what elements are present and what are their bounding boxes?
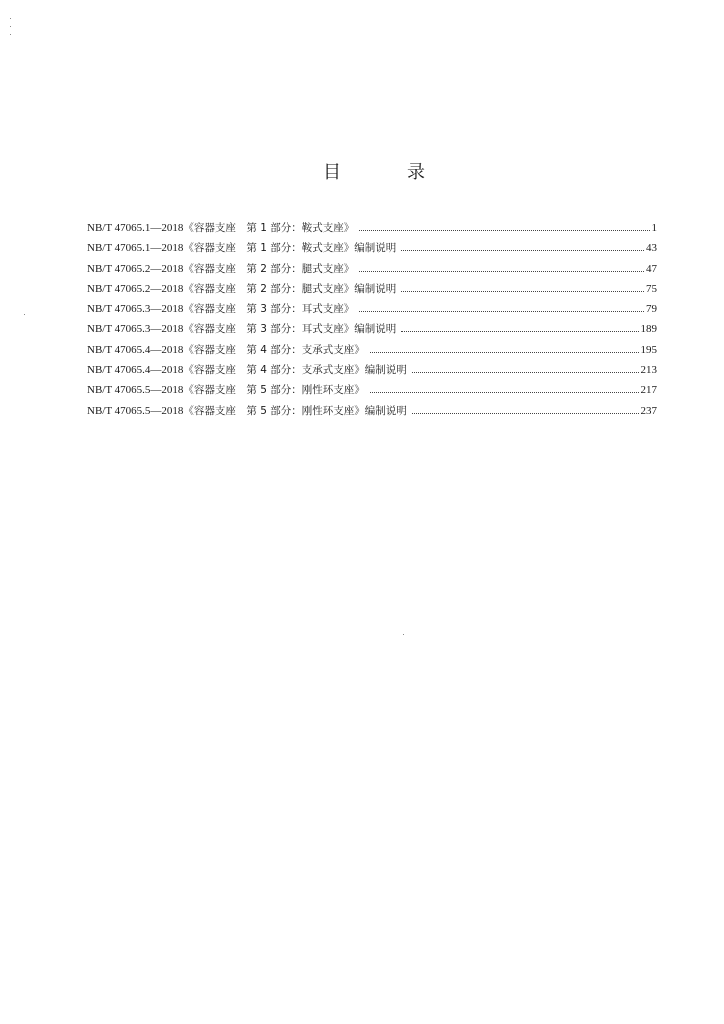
toc-dot-leader xyxy=(412,412,639,414)
toc-entry-title: 《容器支座 第 1 部分：鞍式支座》编制说明 xyxy=(183,242,397,255)
toc-entry[interactable] xyxy=(87,380,657,400)
toc-entry[interactable] xyxy=(87,238,657,258)
toc-standard-number: NB/T 47065.4—2018 xyxy=(87,364,184,377)
toc-dot-leader xyxy=(401,290,644,292)
toc-entry-title: 《容器支座 第 3 部分：耳式支座》编制说明 xyxy=(183,323,397,336)
toc-title: 目 录 xyxy=(323,162,449,183)
toc-standard-number: NB/T 47065.4—2018 xyxy=(87,343,184,356)
toc-standard-number: NB/T 47065.2—2018 xyxy=(87,282,184,295)
toc-entry[interactable] xyxy=(87,319,657,339)
toc-dot-leader xyxy=(359,270,644,272)
toc-standard-number: NB/T 47065.3—2018 xyxy=(87,303,184,316)
toc-page-number: 79 xyxy=(646,303,657,316)
toc-page-number: 195 xyxy=(640,343,657,356)
toc-page-number: 47 xyxy=(646,262,657,275)
toc-entry-title: 《容器支座 第 2 部分：腿式支座》 xyxy=(183,262,355,275)
toc-dot-leader xyxy=(401,330,638,332)
scan-speck xyxy=(403,634,404,635)
toc-entry[interactable] xyxy=(87,360,657,380)
toc-entry-title: 《容器支座 第 5 部分：刚性环支座》 xyxy=(183,384,365,397)
toc-standard-number: NB/T 47065.5—2018 xyxy=(87,404,184,417)
toc-entry[interactable] xyxy=(87,299,657,319)
scan-speck xyxy=(10,34,11,35)
toc-dot-leader xyxy=(412,371,639,373)
toc-page-number: 217 xyxy=(640,384,657,397)
toc-dot-leader xyxy=(370,391,639,393)
toc-dot-leader xyxy=(370,351,639,353)
toc-standard-number: NB/T 47065.1—2018 xyxy=(87,242,184,255)
toc-standard-number: NB/T 47065.3—2018 xyxy=(87,323,184,336)
toc-entry-title: 《容器支座 第 5 部分：刚性环支座》编制说明 xyxy=(183,404,407,417)
toc-list xyxy=(87,218,657,421)
toc-page-number: 75 xyxy=(646,282,657,295)
toc-page-number: 189 xyxy=(640,323,657,336)
toc-entry-title: 《容器支座 第 3 部分：耳式支座》 xyxy=(183,303,355,316)
toc-entry-title: 《容器支座 第 4 部分：支承式支座》 xyxy=(183,343,365,356)
scan-speck xyxy=(10,18,11,19)
scan-speck xyxy=(24,314,25,315)
toc-page-number: 1 xyxy=(651,222,657,234)
toc-entry-title: 《容器支座 第 1 部分：鞍式支座》 xyxy=(183,222,355,234)
toc-standard-number: NB/T 47065.2—2018 xyxy=(87,262,184,275)
toc-dot-leader xyxy=(359,310,644,312)
toc-entry[interactable] xyxy=(87,279,657,299)
toc-standard-number: NB/T 47065.1—2018 xyxy=(87,222,184,234)
toc-dot-leader xyxy=(401,249,644,251)
toc-entry[interactable] xyxy=(87,340,657,360)
toc-page-number: 213 xyxy=(640,364,657,377)
toc-page-number: 43 xyxy=(646,242,657,255)
toc-dot-leader xyxy=(359,229,649,231)
toc-entry-title: 《容器支座 第 4 部分：支承式支座》编制说明 xyxy=(183,364,407,377)
toc-entry[interactable] xyxy=(87,218,657,238)
scan-speck xyxy=(10,26,11,27)
toc-entry-title: 《容器支座 第 2 部分：腿式支座》编制说明 xyxy=(183,282,397,295)
toc-page-number: 237 xyxy=(640,404,657,417)
toc-entry[interactable] xyxy=(87,401,657,421)
toc-entry[interactable] xyxy=(87,259,657,279)
toc-standard-number: NB/T 47065.5—2018 xyxy=(87,384,184,397)
